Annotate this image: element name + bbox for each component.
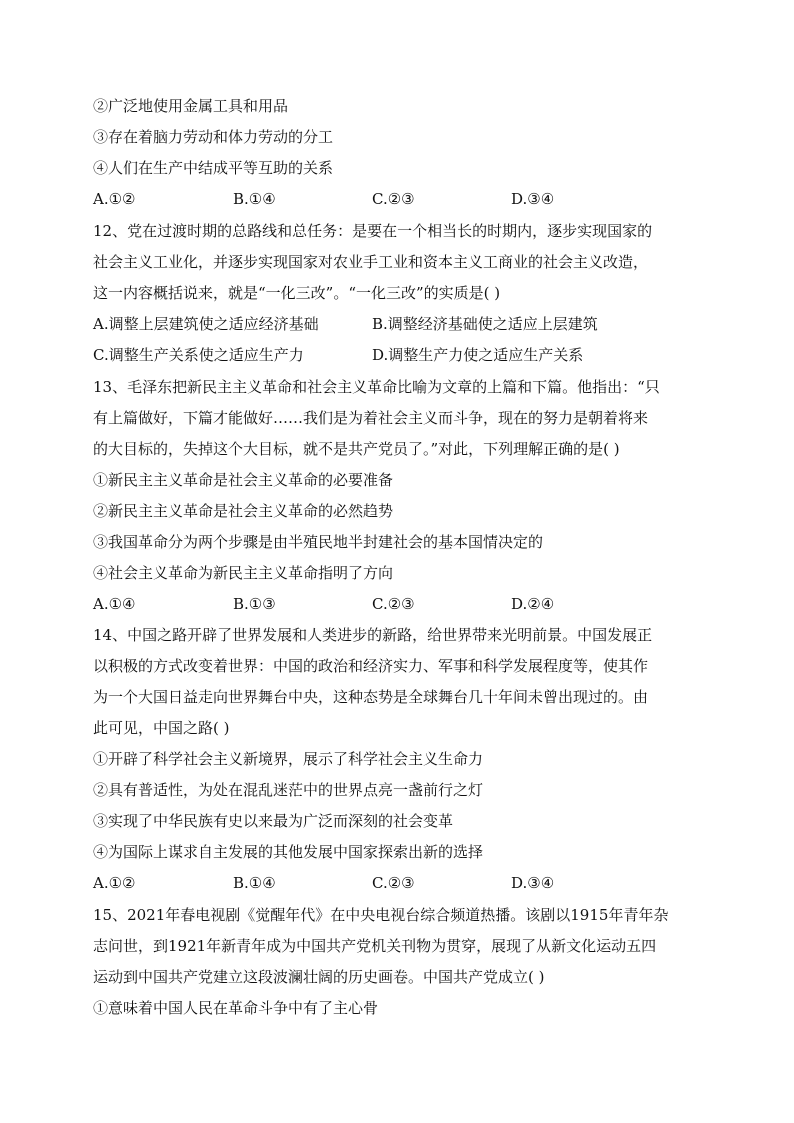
option-c: C.②③ [372, 595, 415, 613]
answer-options [93, 189, 713, 209]
answer-options [93, 314, 713, 334]
option-a: A.①② [93, 874, 136, 892]
choice-item: ①新民主主义革命是社会主义革命的必要准备 [93, 471, 394, 489]
question-13-text: 有上篇做好，下篇才能做好……我们是为着社会主义而斗争，现在的努力是朝着将来 [93, 409, 649, 427]
option-c: C.②③ [372, 190, 415, 208]
question-14-text: 此可见，中国之路( ) [93, 719, 230, 737]
question-12-text: 这一内容概括说来，就是“一化三改”。“一化三改”的实质是( ) [93, 284, 501, 302]
choice-item: ②新民主主义革命是社会主义革命的必然趋势 [93, 502, 394, 520]
option-b: B.①③ [233, 595, 276, 613]
choice-item: ③存在着脑力劳动和体力劳动的分工 [93, 128, 334, 146]
question-15-text: 运动到中国共产党建立这段波澜壮阔的历史画卷。中国共产党成立( ) [93, 968, 545, 986]
question-14-text: 14、中国之路开辟了世界发展和人类进步的新路，给世界带来光明前景。中国发展正 [93, 626, 653, 644]
question-14-text: 以积极的方式改变着世界：中国的政治和经济实力、军事和科学发展程度等，使其作 [93, 657, 649, 675]
choice-item: ①开辟了科学社会主义新境界，展示了科学社会主义生命力 [93, 750, 484, 768]
option-b: B.①④ [233, 874, 276, 892]
question-15-text: 15、2021年春电视剧《觉醒年代》在中央电视台综合频道热播。该剧以1915年青年杂 [93, 906, 669, 924]
choice-item: ④社会主义革命为新民主主义革命指明了方向 [93, 564, 394, 582]
option-b: B.调整经济基础使之适应上层建筑 [372, 315, 598, 333]
question-14-text: 为一个大国日益走向世界舞台中央，这种态势是全球舞台几十年间未曾出现过的。由 [93, 688, 649, 706]
option-c: C.调整生产关系使之适应生产力 [93, 346, 304, 364]
choice-item: ①意味着中国人民在革命斗争中有了主心骨 [93, 999, 379, 1017]
option-a: A.①② [93, 190, 136, 208]
choice-item: ③我国革命分为两个步骤是由半殖民地半封建社会的基本国情决定的 [93, 533, 544, 551]
option-a: A.①④ [93, 595, 136, 613]
question-13-text: 13、毛泽东把新民主主义革命和社会主义革命比喻为文章的上篇和下篇。他指出：“只 [93, 378, 660, 396]
choice-item: ②具有普适性，为处在混乱迷茫中的世界点亮一盏前行之灯 [93, 781, 484, 799]
answer-options [93, 873, 713, 893]
question-15-text: 志问世，到1921年新青年成为中国共产党机关刊物为贯穿，展现了从新文化运动五四 [93, 937, 657, 955]
option-a: A.调整上层建筑使之适应经济基础 [93, 315, 319, 333]
question-12-text: 12、党在过渡时期的总路线和总任务：是要在一个相当长的时期内，逐步实现国家的 [93, 222, 653, 240]
answer-options [93, 594, 713, 614]
choice-item: ③实现了中华民族有史以来最为广泛而深刻的社会变革 [93, 812, 454, 830]
question-13-text: 的大目标的，失掉这个大目标，就不是共产党员了。”对此，下列理解正确的是( ) [93, 440, 620, 458]
question-12-text: 社会主义工业化，并逐步实现国家对农业手工业和资本主义工商业的社会主义改造， [93, 253, 649, 271]
choice-item: ④为国际上谋求自主发展的其他发展中国家探索出新的选择 [93, 843, 484, 861]
choice-item: ④人们在生产中结成平等互助的关系 [93, 159, 334, 177]
answer-options [93, 345, 713, 365]
option-d: D.调整生产力使之适应生产关系 [372, 346, 584, 364]
option-b: B.①④ [233, 190, 276, 208]
option-d: D.③④ [511, 190, 555, 208]
option-d: D.②④ [511, 595, 555, 613]
option-d: D.③④ [511, 874, 555, 892]
choice-item: ②广泛地使用金属工具和用品 [93, 97, 289, 115]
option-c: C.②③ [372, 874, 415, 892]
